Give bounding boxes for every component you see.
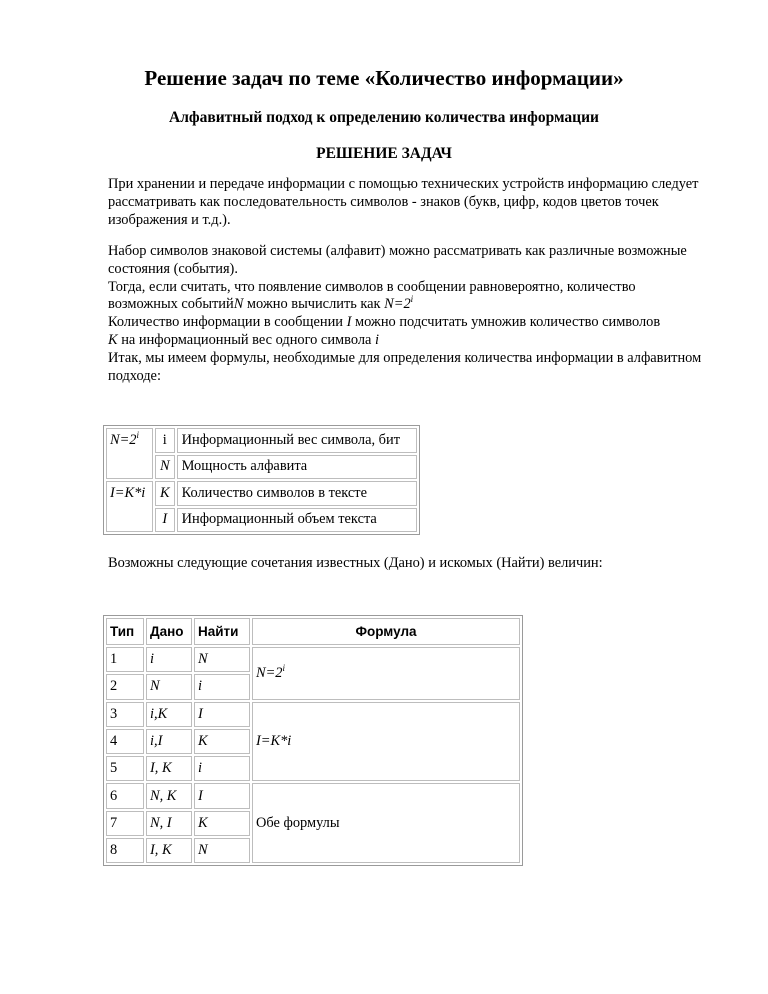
description-cell: Мощность алфавита [177, 455, 417, 480]
para-line-events-b: можно вычислить как [243, 296, 385, 313]
table-row [106, 702, 520, 727]
var-I: I [346, 314, 352, 331]
var-K: K [108, 331, 118, 348]
formula-inline-N [384, 296, 413, 312]
page-title: Решение задач по теме «Количество информации» [144, 66, 624, 90]
type-cell: 8 [106, 838, 144, 863]
formula-cell-group1 [252, 647, 520, 700]
type-cell: 7 [106, 811, 144, 836]
symbol-cell: N [155, 455, 175, 480]
formula-inline-N-base: N=2 [384, 296, 411, 313]
var-i: i [375, 331, 379, 348]
header-given: Дано [146, 618, 192, 645]
header-type: Тип [106, 618, 144, 645]
para-line-alphabet: Набор символов знаковой системы (алфавит) можно рассматривать как различные возможные состояния (события). [108, 243, 687, 277]
given-cell: i,K [146, 702, 192, 727]
para-line-info-c: на информационный вес одного символа [117, 331, 375, 348]
find-cell: K [194, 811, 250, 836]
given-cell: N, K [146, 783, 192, 808]
find-cell: I [194, 702, 250, 727]
find-cell: N [194, 647, 250, 672]
formula-inline-N-sup: i [410, 294, 414, 305]
formula-cell-group2: I=K*i [252, 702, 520, 782]
subtitle: Алфавитный подход к определению количества информации [169, 109, 599, 126]
table-row [106, 428, 417, 453]
para-line-info-a: Количество информации в сообщении [108, 314, 347, 331]
formula-group1-sup: i [282, 662, 286, 673]
para-line-info-b: можно подсчитать умножив количество символов [351, 314, 661, 331]
formula-group1-base: N=2 [256, 664, 283, 681]
table-row [106, 783, 520, 808]
find-cell: i [194, 756, 250, 781]
given-cell: N [146, 674, 192, 699]
para-line-summary: Итак, мы имеем формулы, необходимые для определения количества информации в алфавитном подходе: [108, 349, 702, 384]
given-cell: i,I [146, 729, 192, 754]
table-row [106, 481, 417, 506]
formula-cell-group3: Обе формулы [252, 783, 520, 863]
type-cell: 2 [106, 674, 144, 699]
given-cell: i [146, 647, 192, 672]
symbol-cell: K [155, 481, 175, 506]
var-N: N [233, 296, 244, 313]
formula-N-sup: i [136, 430, 140, 440]
type-cell: 1 [106, 647, 144, 672]
header-find: Найти [194, 618, 250, 645]
find-cell: I [194, 783, 250, 808]
section-heading: РЕШЕНИЕ ЗАДАЧ [316, 145, 452, 162]
header-formula: Формула [252, 618, 520, 645]
formula-cell-N [106, 428, 153, 479]
description-cell: Количество символов в тексте [177, 481, 417, 506]
description-cell: Информационный вес символа, бит [177, 428, 417, 453]
find-cell: K [194, 729, 250, 754]
para-line-events-a: Тогда, если считать, что появление символов в сообщении равновероятно, количество возможных событий [108, 278, 636, 313]
symbol-cell: i [155, 428, 175, 453]
combos-table [103, 615, 523, 866]
given-cell: I, K [146, 838, 192, 863]
type-cell: 4 [106, 729, 144, 754]
combos-intro: Возможны следующие сочетания известных (Дано) и искомых (Найти) величин: [108, 555, 603, 571]
formula-cell-I: I=K*i [106, 481, 153, 532]
paragraph-alphabet [108, 243, 708, 385]
formula-N-base: N=2 [110, 432, 137, 448]
given-cell: N, I [146, 811, 192, 836]
find-cell: N [194, 838, 250, 863]
symbol-cell: I [155, 508, 175, 533]
type-cell: 6 [106, 783, 144, 808]
given-cell: I, K [146, 756, 192, 781]
table-header-row [106, 618, 520, 645]
description-cell: Информационный объем текста [177, 508, 417, 533]
type-cell: 3 [106, 702, 144, 727]
formula-table [103, 425, 420, 535]
table-row [106, 647, 520, 672]
find-cell: i [194, 674, 250, 699]
type-cell: 5 [106, 756, 144, 781]
paragraph-storage: При хранении и передаче информации с помощью технических устройств информацию следует рассматривать как последовательность символов - знаков (букв, цифр, кодов цветов точек изображения и т.д.). [108, 176, 699, 228]
